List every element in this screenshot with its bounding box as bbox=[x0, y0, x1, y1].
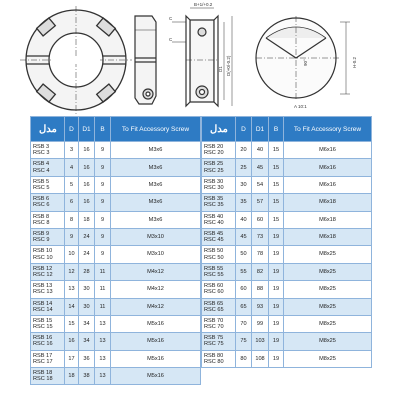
model-cell bbox=[202, 315, 236, 332]
d-cell: 5 bbox=[65, 176, 79, 193]
model-cell bbox=[202, 333, 236, 350]
model-rsb: RSB 18 bbox=[33, 370, 53, 377]
table-row bbox=[202, 315, 372, 332]
model-rsc: RSC 35 bbox=[204, 202, 224, 209]
model-rsc: RSC 70 bbox=[204, 324, 224, 331]
d1-cell: 30 bbox=[79, 298, 95, 315]
screw-cell: M3x10 bbox=[111, 246, 201, 263]
table-row bbox=[31, 159, 201, 176]
model-cell bbox=[202, 194, 236, 211]
d1-cell: 24 bbox=[79, 246, 95, 263]
angle-label: 90° bbox=[303, 59, 308, 66]
d1-cell: 34 bbox=[79, 315, 95, 332]
d1-cell: 99 bbox=[252, 315, 269, 332]
d-cell: 18 bbox=[65, 368, 79, 385]
detail-view-a bbox=[256, 16, 350, 100]
table-row bbox=[31, 246, 201, 263]
screw-cell: M8x25 bbox=[284, 263, 372, 280]
header-d: D bbox=[65, 117, 79, 142]
b-cell: 19 bbox=[269, 281, 284, 298]
screw-cell: M3x6 bbox=[111, 159, 201, 176]
model-rsc: RSC 60 bbox=[204, 289, 224, 296]
model-cell bbox=[31, 368, 65, 385]
screw-cell: M8x25 bbox=[284, 298, 372, 315]
table-row bbox=[202, 333, 372, 350]
b-cell: 9 bbox=[95, 176, 111, 193]
model-rsb: RSB 15 bbox=[33, 317, 53, 324]
collar-side-view bbox=[135, 16, 156, 104]
screw-cell: M6x16 bbox=[284, 176, 372, 193]
d1-cell: 16 bbox=[79, 176, 95, 193]
detail-a-label: A 10:1 bbox=[294, 104, 307, 109]
model-rsb: RSB 30 bbox=[204, 178, 224, 185]
b-cell: 9 bbox=[95, 211, 111, 228]
model-rsc: RSC 6 bbox=[33, 202, 50, 209]
d1-cell: 73 bbox=[252, 228, 269, 245]
d1-cell: 78 bbox=[252, 246, 269, 263]
table-row bbox=[31, 142, 201, 159]
d1-cell: 16 bbox=[79, 159, 95, 176]
model-rsb: RSB 45 bbox=[204, 231, 224, 237]
d-cell: 17 bbox=[65, 350, 79, 367]
table-row bbox=[202, 228, 372, 245]
model-rsb: RSB 14 bbox=[33, 300, 53, 307]
d-cell: 30 bbox=[236, 176, 252, 193]
model-cell bbox=[31, 263, 65, 280]
model-rsc: RSC 55 bbox=[204, 271, 224, 278]
d-cell: 55 bbox=[236, 263, 252, 280]
d1-cell: 18 bbox=[79, 211, 95, 228]
header-b: B bbox=[269, 117, 284, 142]
screw-cell: M3x10 bbox=[111, 228, 201, 245]
model-rsb: RSB 50 bbox=[204, 248, 224, 255]
b-cell: 11 bbox=[95, 263, 111, 280]
table-row bbox=[31, 368, 201, 385]
d-cell: 25 bbox=[236, 159, 252, 176]
b-cell: 19 bbox=[269, 246, 284, 263]
model-rsc: RSC 50 bbox=[204, 254, 224, 261]
model-rsb: RSB 25 bbox=[204, 161, 224, 168]
model-rsb: RSB 80 bbox=[204, 352, 224, 359]
model-rsb: RSB 65 bbox=[204, 300, 224, 307]
model-cell bbox=[31, 298, 65, 315]
model-cell bbox=[202, 159, 236, 176]
model-cell bbox=[202, 142, 236, 159]
d1-cell: 38 bbox=[79, 368, 95, 385]
d1-cell: 28 bbox=[79, 263, 95, 280]
model-cell bbox=[31, 159, 65, 176]
model-rsb: RSB 13 bbox=[33, 283, 53, 290]
model-rsc: RSC 3 bbox=[33, 150, 50, 157]
d1-cell: 36 bbox=[79, 350, 95, 367]
screw-cell: M3x6 bbox=[111, 142, 201, 159]
screw-cell: M6x18 bbox=[284, 194, 372, 211]
screw-cell: M3x6 bbox=[111, 194, 201, 211]
screw-cell: M5x16 bbox=[111, 350, 201, 367]
d-cell: 16 bbox=[65, 333, 79, 350]
table-header-row bbox=[202, 117, 372, 142]
b-cell: 13 bbox=[95, 315, 111, 332]
model-rsb: RSB 60 bbox=[204, 283, 224, 290]
model-rsc: RSC 16 bbox=[33, 341, 53, 348]
table-row bbox=[202, 246, 372, 263]
header-b: B bbox=[95, 117, 111, 142]
model-cell bbox=[31, 350, 65, 367]
spec-table-right bbox=[201, 116, 372, 368]
table-row bbox=[31, 315, 201, 332]
d-cell: 40 bbox=[236, 211, 252, 228]
b-cell: 19 bbox=[269, 333, 284, 350]
model-cell bbox=[202, 350, 236, 367]
d1-cell: 34 bbox=[79, 333, 95, 350]
d-cell: 75 bbox=[236, 333, 252, 350]
screw-cell: M8x25 bbox=[284, 350, 372, 367]
model-cell bbox=[31, 333, 65, 350]
model-rsb: RSB 40 bbox=[204, 213, 224, 220]
b-cell: 19 bbox=[269, 298, 284, 315]
d-cell: 10 bbox=[65, 246, 79, 263]
d-cell: 14 bbox=[65, 298, 79, 315]
model-rsb: RSB 6 bbox=[33, 196, 50, 203]
d1-cell: 24 bbox=[79, 228, 95, 245]
model-rsb: RSB 4 bbox=[33, 161, 50, 168]
model-rsb: RSB 9 bbox=[33, 231, 50, 237]
left-table-body bbox=[31, 142, 201, 385]
model-rsc: RSC 18 bbox=[33, 376, 53, 383]
b-cell: 13 bbox=[95, 333, 111, 350]
d-cell: 50 bbox=[236, 246, 252, 263]
screw-cell: M8x25 bbox=[284, 281, 372, 298]
model-rsc: RSC 5 bbox=[33, 184, 50, 191]
d1-cell: 108 bbox=[252, 350, 269, 367]
screw-cell: M5x16 bbox=[111, 368, 201, 385]
model-rsc: RSC 30 bbox=[204, 184, 224, 191]
model-cell bbox=[202, 228, 236, 245]
d-cell: 20 bbox=[236, 142, 252, 159]
screw-cell: M4x12 bbox=[111, 298, 201, 315]
b-cell: 15 bbox=[269, 211, 284, 228]
d1-dimension-label: D1 bbox=[218, 66, 223, 72]
model-rsc: RSC 40 bbox=[204, 219, 224, 226]
b-cell: 13 bbox=[95, 368, 111, 385]
model-rsb: RSB 20 bbox=[204, 144, 224, 151]
d-dimension-label: D(+0/-0.2) bbox=[226, 55, 231, 76]
model-rsc: RSC 20 bbox=[204, 150, 224, 157]
d-cell: 45 bbox=[236, 228, 252, 245]
b-cell: 11 bbox=[95, 281, 111, 298]
d-cell: 60 bbox=[236, 281, 252, 298]
model-rsc: RSC 45 bbox=[204, 237, 224, 244]
model-cell bbox=[202, 176, 236, 193]
model-rsc: RSC 14 bbox=[33, 306, 53, 313]
model-cell bbox=[31, 246, 65, 263]
table-row bbox=[202, 211, 372, 228]
d-cell: 15 bbox=[65, 315, 79, 332]
screw-cell: M4x12 bbox=[111, 263, 201, 280]
table-row bbox=[31, 194, 201, 211]
d-cell: 3 bbox=[65, 142, 79, 159]
table-row bbox=[202, 176, 372, 193]
d1-cell: 103 bbox=[252, 333, 269, 350]
screw-cell: M3x6 bbox=[111, 176, 201, 193]
model-rsc: RSC 10 bbox=[33, 254, 53, 261]
model-rsb: RSB 16 bbox=[33, 335, 53, 342]
screw-cell: M3x6 bbox=[111, 211, 201, 228]
b-cell: 11 bbox=[95, 298, 111, 315]
model-cell bbox=[31, 281, 65, 298]
model-rsb: RSB 17 bbox=[33, 352, 53, 359]
collar-front-view bbox=[20, 6, 132, 114]
b-cell: 19 bbox=[269, 350, 284, 367]
d1-cell: 45 bbox=[252, 159, 269, 176]
b-cell: 15 bbox=[269, 194, 284, 211]
screw-cell: M8x25 bbox=[284, 315, 372, 332]
header-d: D bbox=[236, 117, 252, 142]
model-cell bbox=[202, 211, 236, 228]
table-row bbox=[31, 350, 201, 367]
model-rsb: RSB 12 bbox=[33, 265, 53, 272]
d1-cell: 82 bbox=[252, 263, 269, 280]
header-model: مدل bbox=[31, 117, 65, 142]
d-cell: 8 bbox=[65, 211, 79, 228]
collar-section-view bbox=[172, 8, 232, 106]
b-cell: 15 bbox=[269, 142, 284, 159]
model-rsc: RSC 4 bbox=[33, 167, 50, 174]
d1-cell: 30 bbox=[79, 281, 95, 298]
header-screw: To Fit Accessory Screw bbox=[284, 117, 372, 142]
model-rsc: RSC 9 bbox=[33, 237, 50, 244]
model-cell bbox=[202, 298, 236, 315]
model-rsc: RSC 25 bbox=[204, 167, 224, 174]
b-cell: 15 bbox=[269, 159, 284, 176]
d-cell: 80 bbox=[236, 350, 252, 367]
model-rsc: RSC 17 bbox=[33, 358, 53, 365]
c-callout-top: C bbox=[169, 16, 173, 21]
b-cell: 9 bbox=[95, 142, 111, 159]
d-cell: 35 bbox=[236, 194, 252, 211]
screw-cell: M5x16 bbox=[111, 315, 201, 332]
b-cell: 13 bbox=[95, 350, 111, 367]
d1-cell: 16 bbox=[79, 194, 95, 211]
screw-cell: M4x12 bbox=[111, 281, 201, 298]
model-rsc: RSC 65 bbox=[204, 306, 224, 313]
table-row bbox=[202, 350, 372, 367]
depth-dimension-label: H-0.2 bbox=[352, 56, 357, 68]
b-cell: 19 bbox=[269, 228, 284, 245]
model-cell bbox=[202, 263, 236, 280]
d1-cell: 16 bbox=[79, 142, 95, 159]
model-rsc: RSC 13 bbox=[33, 289, 53, 296]
table-row bbox=[202, 263, 372, 280]
table-row bbox=[31, 211, 201, 228]
d1-cell: 57 bbox=[252, 194, 269, 211]
header-d1: D1 bbox=[79, 117, 95, 142]
d-cell: 12 bbox=[65, 263, 79, 280]
d1-cell: 40 bbox=[252, 142, 269, 159]
table-row bbox=[202, 142, 372, 159]
b-cell: 9 bbox=[95, 246, 111, 263]
b-cell: 19 bbox=[269, 263, 284, 280]
spec-table-left bbox=[30, 116, 201, 385]
d1-cell: 60 bbox=[252, 211, 269, 228]
d-cell: 70 bbox=[236, 315, 252, 332]
right-table-body bbox=[202, 142, 372, 368]
d-cell: 9 bbox=[65, 228, 79, 245]
model-cell bbox=[202, 281, 236, 298]
model-rsc: RSC 12 bbox=[33, 271, 53, 278]
b-cell: 9 bbox=[95, 194, 111, 211]
header-d1: D1 bbox=[252, 117, 269, 142]
table-row bbox=[31, 228, 201, 245]
screw-cell: M8x25 bbox=[284, 246, 372, 263]
screw-cell: M8x25 bbox=[284, 333, 372, 350]
table-row bbox=[31, 298, 201, 315]
screw-cell: M5x16 bbox=[111, 333, 201, 350]
table-header-row bbox=[31, 117, 201, 142]
d1-cell: 54 bbox=[252, 176, 269, 193]
d-cell: 65 bbox=[236, 298, 252, 315]
table-row bbox=[31, 176, 201, 193]
model-rsb: RSB 5 bbox=[33, 178, 50, 185]
b-tolerance-label: B+1/+0.2 bbox=[194, 2, 213, 7]
table-row bbox=[31, 333, 201, 350]
screw-cell: M6x16 bbox=[284, 142, 372, 159]
model-cell bbox=[202, 246, 236, 263]
d1-cell: 88 bbox=[252, 281, 269, 298]
screw-cell: M6x18 bbox=[284, 228, 372, 245]
model-cell bbox=[31, 228, 65, 245]
model-rsb: RSB 55 bbox=[204, 265, 224, 272]
model-cell bbox=[31, 176, 65, 193]
b-cell: 15 bbox=[269, 176, 284, 193]
c-callout-mid: C bbox=[169, 37, 173, 42]
model-rsb: RSB 8 bbox=[33, 213, 50, 220]
model-rsb: RSB 75 bbox=[204, 335, 224, 342]
d-cell: 6 bbox=[65, 194, 79, 211]
model-cell bbox=[31, 211, 65, 228]
model-rsb: RSB 3 bbox=[33, 144, 50, 151]
model-cell bbox=[31, 142, 65, 159]
model-rsc: RSC 80 bbox=[204, 358, 224, 365]
technical-drawings bbox=[0, 0, 400, 116]
model-rsc: RSC 75 bbox=[204, 341, 224, 348]
model-cell bbox=[31, 315, 65, 332]
table-row bbox=[202, 159, 372, 176]
table-row bbox=[202, 298, 372, 315]
screw-cell: M6x18 bbox=[284, 211, 372, 228]
model-rsc: RSC 8 bbox=[33, 219, 50, 226]
header-model: مدل bbox=[202, 117, 236, 142]
screw-cell: M6x16 bbox=[284, 159, 372, 176]
model-cell bbox=[31, 194, 65, 211]
model-rsc: RSC 15 bbox=[33, 324, 53, 331]
table-row bbox=[31, 281, 201, 298]
model-rsb: RSB 10 bbox=[33, 248, 53, 255]
table-row bbox=[202, 194, 372, 211]
model-rsb: RSB 70 bbox=[204, 317, 224, 324]
b-cell: 9 bbox=[95, 228, 111, 245]
table-row bbox=[31, 263, 201, 280]
b-cell: 19 bbox=[269, 315, 284, 332]
b-cell: 9 bbox=[95, 159, 111, 176]
d-cell: 13 bbox=[65, 281, 79, 298]
table-row bbox=[202, 281, 372, 298]
d-cell: 4 bbox=[65, 159, 79, 176]
model-rsb: RSB 35 bbox=[204, 196, 224, 203]
header-screw: To Fit Accessory Screw bbox=[111, 117, 201, 142]
d1-cell: 93 bbox=[252, 298, 269, 315]
